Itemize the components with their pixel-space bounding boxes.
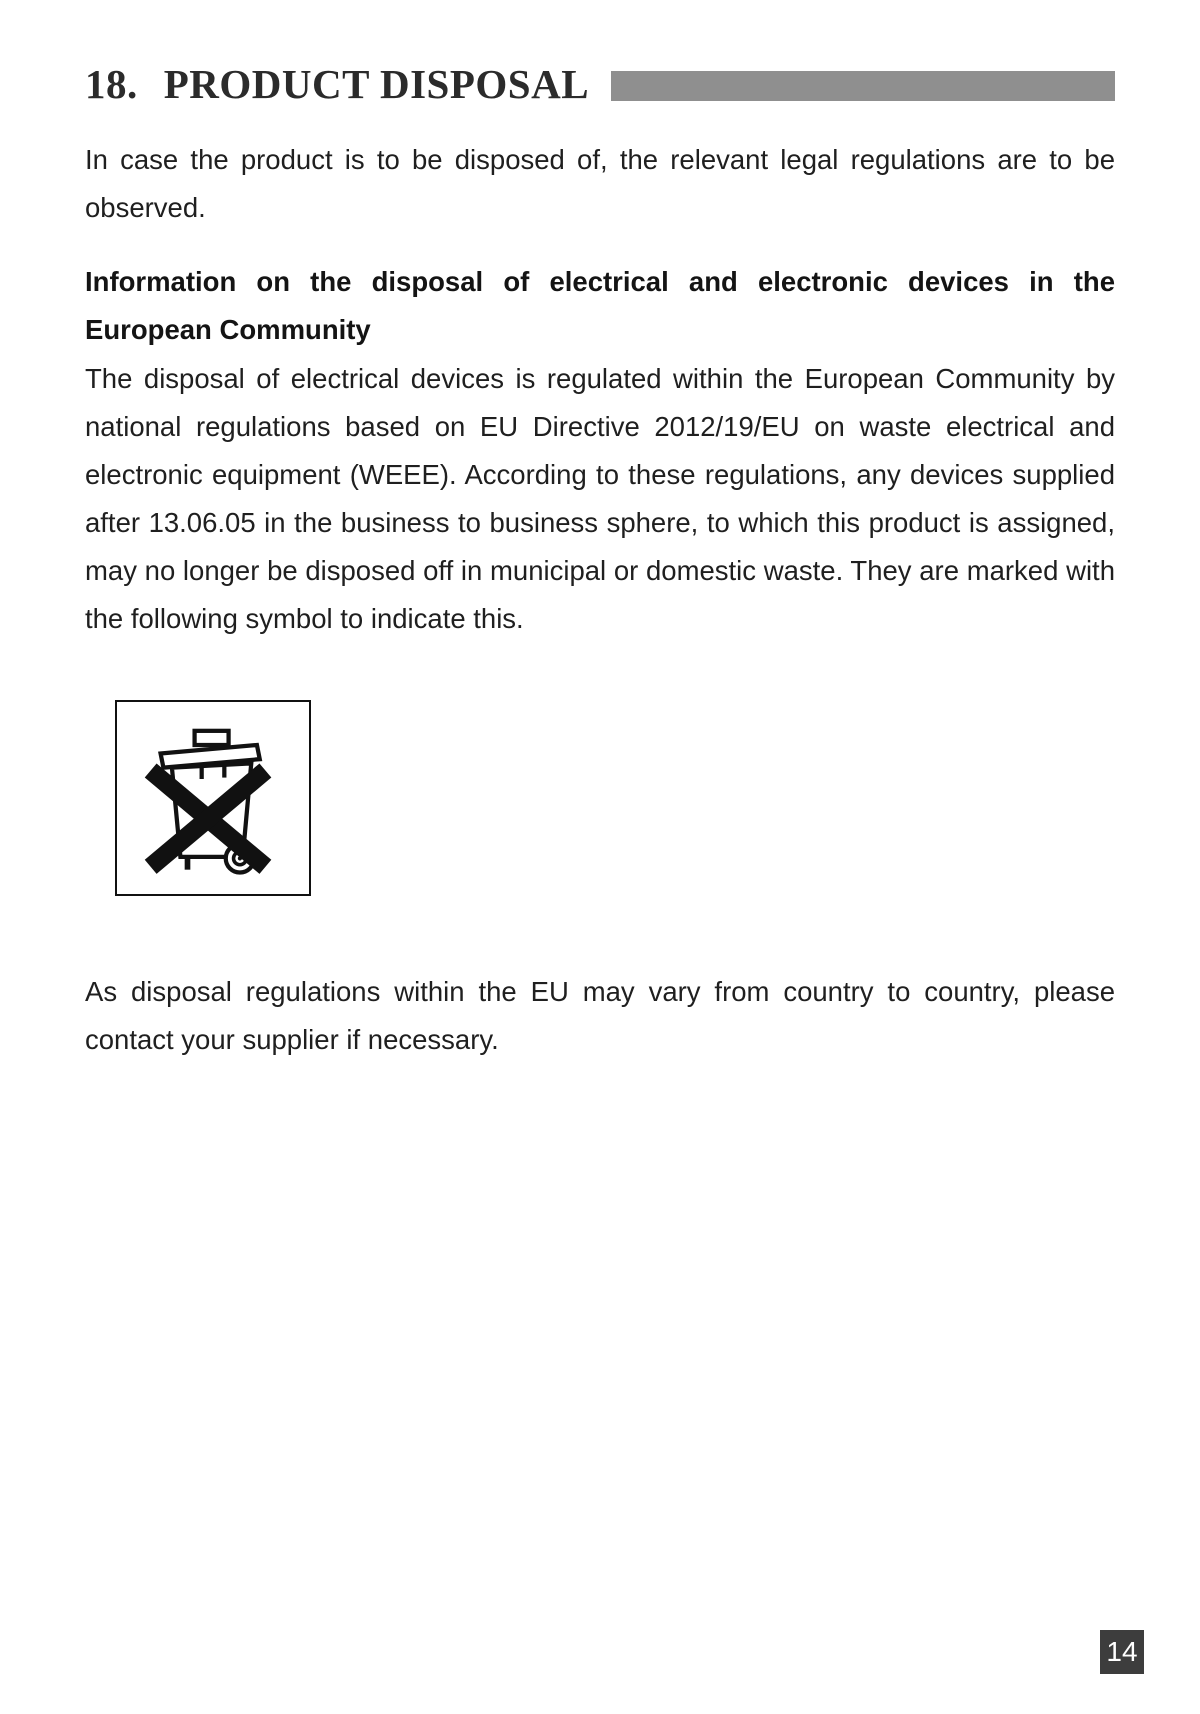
closing-paragraph: As disposal regulations within the EU may vary from country to country, please contact your supplier if necessary. bbox=[85, 976, 1115, 1056]
section-number: 18. bbox=[85, 61, 138, 107]
intro-paragraph: In case the product is to be disposed of, the relevant legal regulations are to be observed. bbox=[85, 144, 1115, 223]
section-title: PRODUCT DISPOSAL bbox=[163, 61, 590, 107]
section-heading-row bbox=[85, 60, 1115, 108]
subheading-paragraph: Information on the disposal of electrical and electronic devices in the European Community bbox=[85, 265, 1115, 345]
section-heading bbox=[85, 60, 589, 108]
page-number: 14 bbox=[1106, 1636, 1138, 1667]
weee-symbol-box bbox=[115, 700, 311, 896]
heading-decorative-bar bbox=[611, 71, 1115, 101]
weee-crossed-out-bin-icon bbox=[128, 711, 298, 886]
page-number-badge bbox=[1100, 1630, 1144, 1674]
weee-symbol-container bbox=[115, 700, 1115, 896]
body-paragraph: The disposal of electrical devices is regulated within the European Community by national regulations based on EU Directive 2012/19/EU on waste electrical and electronic equipment (WEEE). According to these regulations, any devices supplied after 13.06.05 in the business to business sphere, to which this product is assigned, may no longer be disposed off in municipal or domestic waste. They are marked with the following symbol to indicate this. bbox=[85, 363, 1115, 634]
